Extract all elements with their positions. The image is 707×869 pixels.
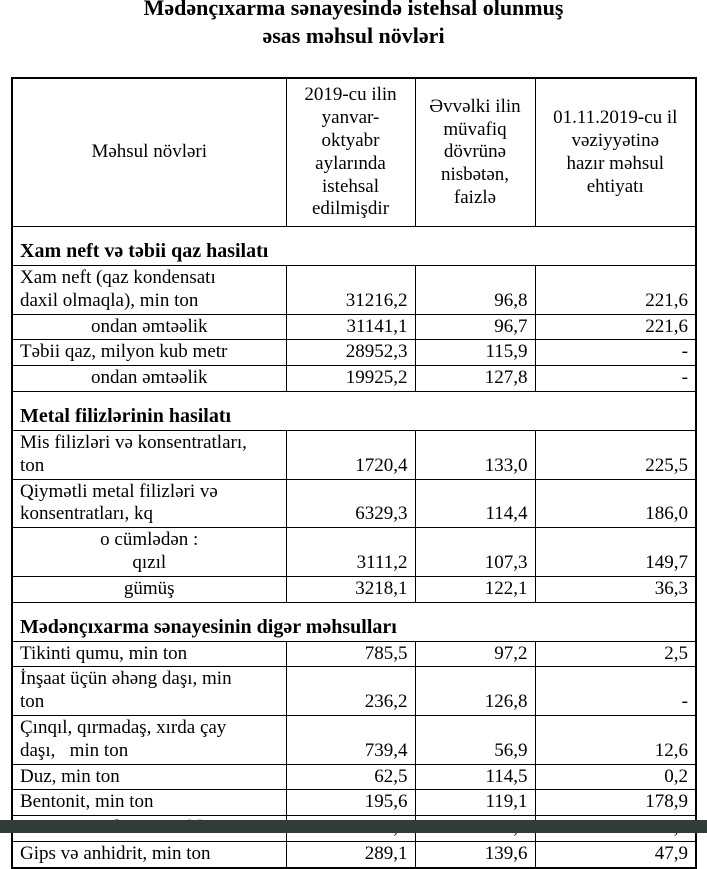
table-row xyxy=(12,266,696,315)
table-row xyxy=(12,340,696,366)
column-header-percent-vs-prev-year: Əvvəlki ilin müvafiq dövrünə nisbətən, faizlə xyxy=(415,78,535,226)
value-cell: 133,0 xyxy=(415,431,535,480)
section-header: Mədənçıxarma sənayesinin digər məhsulları xyxy=(12,602,696,641)
value-cell: 6329,3 xyxy=(286,479,415,528)
product-label: Gips və anhidrit, min ton xyxy=(12,842,286,868)
value-cell: 36,3 xyxy=(535,576,696,602)
value-cell: 178,9 xyxy=(535,790,696,816)
page-title-line1: Mədənçıxarma sənayesində istehsal olunmuş xyxy=(143,0,564,20)
value-cell: 47,9 xyxy=(535,842,696,868)
section-header-row xyxy=(12,392,696,431)
value-cell: 31216,2 xyxy=(286,266,415,315)
table-row xyxy=(12,528,696,577)
column-header-stock-01-11-2019: 01.11.2019-cu il vəziyyətinə hazır məhsul ehtiyatı xyxy=(535,78,696,226)
table-row xyxy=(12,314,696,340)
value-cell: 0,2 xyxy=(535,764,696,790)
value-cell: 236,2 xyxy=(286,667,415,716)
value-cell: 96,8 xyxy=(415,266,535,315)
table-row xyxy=(12,366,696,392)
value-cell: 107,3 xyxy=(415,528,535,577)
table-row xyxy=(12,576,696,602)
table-row xyxy=(12,764,696,790)
table-row xyxy=(12,431,696,480)
value-cell: 1720,4 xyxy=(286,431,415,480)
table-body xyxy=(12,227,696,868)
product-label: ondan əmtəəlik xyxy=(12,366,286,392)
table-row xyxy=(12,641,696,667)
product-label: Bentonit, min ton xyxy=(12,790,286,816)
value-cell: 62,5 xyxy=(286,764,415,790)
page-title-line2: əsas məhsul növləri xyxy=(262,23,445,49)
value-cell: 785,5 xyxy=(286,641,415,667)
table-header-row xyxy=(12,78,696,226)
value-cell: 122,1 xyxy=(415,576,535,602)
value-cell: 225,5 xyxy=(535,431,696,480)
value-cell: 139,6 xyxy=(415,842,535,868)
value-cell: 221,6 xyxy=(535,266,696,315)
value-cell: 3218,1 xyxy=(286,576,415,602)
products-table xyxy=(11,77,697,869)
bottom-taskbar-strip xyxy=(0,820,707,833)
value-cell: 31141,1 xyxy=(286,314,415,340)
column-header-product-types: Məhsul növləri xyxy=(12,78,286,226)
table-row xyxy=(12,790,696,816)
section-header-row xyxy=(12,227,696,266)
table-row xyxy=(12,667,696,716)
product-label: Çınqıl, qırmadaş, xırda çay daşı, min ton xyxy=(12,716,286,765)
section-header-row xyxy=(12,602,696,641)
value-cell: 97,2 xyxy=(415,641,535,667)
section-header: Xam neft və təbii qaz hasilatı xyxy=(12,227,696,266)
value-cell: 28952,3 xyxy=(286,340,415,366)
product-label: gümüş xyxy=(12,576,286,602)
value-cell: 221,6 xyxy=(535,314,696,340)
value-cell: 115,9 xyxy=(415,340,535,366)
value-cell: 127,8 xyxy=(415,366,535,392)
value-cell: 195,6 xyxy=(286,790,415,816)
value-cell: 2,5 xyxy=(535,641,696,667)
product-label: İnşaat üçün əhəng daşı, min ton xyxy=(12,667,286,716)
product-label: Mis filizləri və konsentratları, ton xyxy=(12,431,286,480)
value-cell: 186,0 xyxy=(535,479,696,528)
table-row xyxy=(12,842,696,868)
value-cell: 289,1 xyxy=(286,842,415,868)
page-title xyxy=(20,0,687,50)
value-cell: 12,6 xyxy=(535,716,696,765)
product-label: ondan əmtəəlik xyxy=(12,314,286,340)
value-cell: - xyxy=(535,667,696,716)
value-cell: - xyxy=(535,340,696,366)
value-cell: 126,8 xyxy=(415,667,535,716)
product-label: Xam neft (qaz kondensatı daxil olmaqla), min ton xyxy=(12,266,286,315)
value-cell: 114,5 xyxy=(415,764,535,790)
value-cell: 3111,2 xyxy=(286,528,415,577)
product-label: Duz, min ton xyxy=(12,764,286,790)
value-cell: 739,4 xyxy=(286,716,415,765)
product-label: o cümlədən : qızıl xyxy=(12,528,286,577)
value-cell: 149,7 xyxy=(535,528,696,577)
value-cell: 19925,2 xyxy=(286,366,415,392)
value-cell: 96,7 xyxy=(415,314,535,340)
value-cell: 56,9 xyxy=(415,716,535,765)
value-cell: 119,1 xyxy=(415,790,535,816)
table-row xyxy=(12,479,696,528)
value-cell: - xyxy=(535,366,696,392)
product-label: Tikinti qumu, min ton xyxy=(12,641,286,667)
product-label: Qiymətli metal filizləri və konsentratları, kq xyxy=(12,479,286,528)
value-cell: 114,4 xyxy=(415,479,535,528)
column-header-produced-2019: 2019-cu ilin yanvar- oktyabr aylarında istehsal edilmişdir xyxy=(286,78,415,226)
section-header: Metal filizlərinin hasilatı xyxy=(12,392,696,431)
table-row xyxy=(12,716,696,765)
product-label: Təbii qaz, milyon kub metr xyxy=(12,340,286,366)
